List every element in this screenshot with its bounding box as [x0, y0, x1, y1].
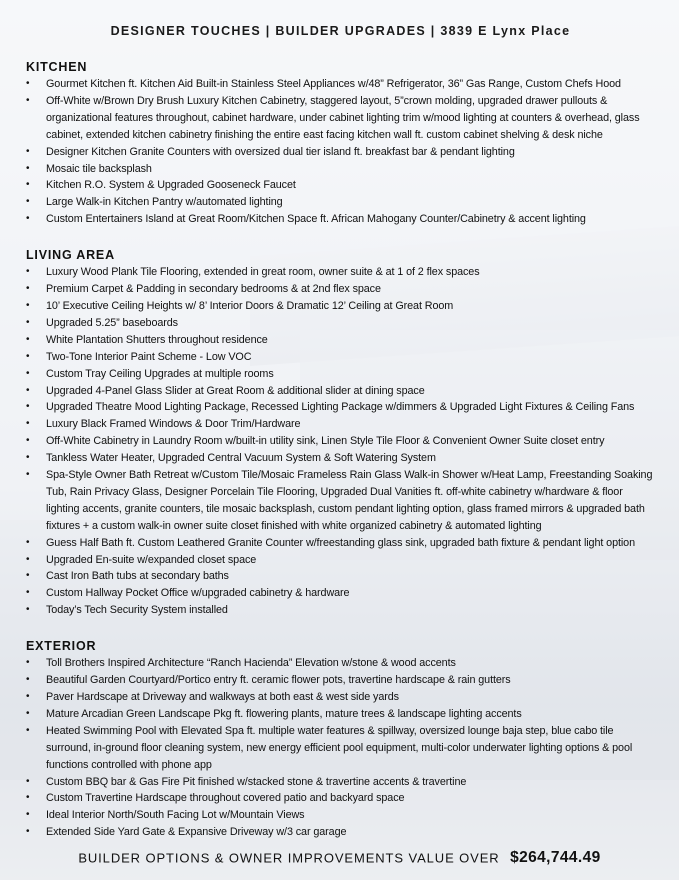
list-item: • Off-White Cabinetry in Laundry Room w/built-in utility sink, Linen Style Tile Floor & Convenient Owner Suite closet entry: [26, 433, 655, 450]
list-item: • Paver Hardscape at Driveway and walkways at both east & west side yards: [26, 689, 655, 706]
section-exterior: [26, 639, 655, 841]
list-item: • Mosaic tile backsplash: [26, 161, 655, 178]
value-label: BUILDER OPTIONS & OWNER IMPROVEMENTS VALUE OVER: [78, 850, 500, 866]
list-item: • Custom Hallway Pocket Office w/upgraded cabinetry & hardware: [26, 585, 655, 602]
list-item: • 10’ Executive Ceiling Heights w/ 8’ Interior Doors & Dramatic 12’ Ceiling at Great Room: [26, 298, 655, 315]
section-heading: LIVING AREA: [26, 248, 115, 263]
section-heading: KITCHEN: [26, 60, 88, 74]
list-item: • Ideal Interior North/South Facing Lot w/Mountain Views: [26, 807, 655, 824]
list-item: • Upgraded En-suite w/expanded closet space: [26, 552, 655, 569]
list-item: • Extended Side Yard Gate & Expansive Driveway w/3 car garage: [26, 824, 655, 841]
list-item: • Designer Kitchen Granite Counters with oversized dual tier island ft. breakfast bar & pendant lighting: [26, 144, 655, 161]
list-item: • Toll Brothers Inspired Architecture “Ranch Hacienda” Elevation w/stone & wood accents: [26, 655, 655, 672]
list-item: • Kitchen R.O. System & Upgraded Gooseneck Faucet: [26, 177, 655, 194]
list-item: • Two-Tone Interior Paint Scheme - Low VOC: [26, 349, 655, 366]
list-item: • White Plantation Shutters throughout residence: [26, 332, 655, 349]
list-item: • Luxury Black Framed Windows & Door Trim/Hardware: [26, 416, 655, 433]
section-living-area: [26, 248, 655, 619]
list-item: • Premium Carpet & Padding in secondary bedrooms & at 2nd flex space: [26, 281, 655, 298]
list-item: • Upgraded 5.25” baseboards: [26, 315, 655, 332]
list-item: • Upgraded 4-Panel Glass Slider at Great Room & additional slider at dining space: [26, 383, 655, 400]
list-item: • Tankless Water Heater, Upgraded Central Vacuum System & Soft Watering System: [26, 450, 655, 467]
feature-list: [26, 655, 655, 841]
list-item: • Luxury Wood Plank Tile Flooring, extended in great room, owner suite & at 1 of 2 flex spaces: [26, 264, 655, 281]
section-heading: EXTERIOR: [26, 639, 97, 654]
feature-list: [26, 76, 655, 228]
list-item: • Custom Travertine Hardscape throughout covered patio and backyard space: [26, 790, 655, 807]
list-item: • Guess Half Bath ft. Custom Leathered Granite Counter w/freestanding glass sink, upgraded bath fixture & pendant light option: [26, 535, 655, 552]
list-item: • Cast Iron Bath tubs at secondary baths: [26, 568, 655, 585]
list-item: • Beautiful Garden Courtyard/Portico entry ft. ceramic flower pots, travertine hardscape & rain gutters: [26, 672, 655, 689]
feature-sections: [26, 60, 655, 841]
page-title: DESIGNER TOUCHES | BUILDER UPGRADES | 3839 E Lynx Place: [110, 24, 571, 38]
list-item: • Today’s Tech Security System installed: [26, 602, 655, 619]
list-item: • Custom Tray Ceiling Upgrades at multiple rooms: [26, 366, 655, 383]
list-item: • Custom BBQ bar & Gas Fire Pit finished w/stacked stone & travertine accents & travertine: [26, 774, 655, 791]
list-item: • Off-White w/Brown Dry Brush Luxury Kitchen Cabinetry, staggered layout, 5”crown molding, upgraded drawer pullouts & organizational features throughout, cabinet hardware, under cabinet lighting trim w/mood lighting at counters & overhead, glass cabinet, extended kitchen cabinetry finishing the entire east facing kitchen wall ft. custom cabinet shelving & desk niche: [26, 93, 655, 144]
value-amount: $264,744.49: [510, 849, 601, 866]
feature-list: [26, 264, 655, 619]
list-item: • Large Walk-in Kitchen Pantry w/automated lighting: [26, 194, 655, 211]
list-item: • Gourmet Kitchen ft. Kitchen Aid Built-in Stainless Steel Appliances w/48” Refrigerator, 36” Gas Range, Custom Chefs Hood: [26, 76, 655, 93]
list-item: • Spa-Style Owner Bath Retreat w/Custom Tile/Mosaic Frameless Rain Glass Walk-in Shower w/Heat Lamp, Freestanding Soaking Tub, Rain Privacy Glass, Designer Porcelain Tile Flooring, Upgraded Dual Vanities ft. off-white cabinetry w/hardware & floor lighting accents, granite counters, tile mosaic backsplash, custom pendant lighting option, glass framed mirrors & upgraded bath fixtures + a custom walk-in owner suite closet finished with white organized cabinetry & automated lighting: [26, 467, 655, 535]
value-footer: [0, 849, 679, 867]
list-item: • Custom Entertainers Island at Great Room/Kitchen Space ft. African Mahogany Counter/Cabinetry & accent lighting: [26, 211, 655, 228]
list-item: • Mature Arcadian Green Landscape Pkg ft. flowering plants, mature trees & landscape lighting accents: [26, 706, 655, 723]
list-item: • Heated Swimming Pool with Elevated Spa ft. multiple water features & spillway, oversized lounge baja step, blue cabo tile surround, in-ground floor cleaning system, new energy efficient pool equipment, multi-color underwater lighting options & pool functions controlled with phone app: [26, 723, 655, 774]
section-kitchen: [26, 60, 655, 228]
list-item: • Upgraded Theatre Mood Lighting Package, Recessed Lighting Package w/dimmers & Upgraded Light Fixtures & Ceiling Fans: [26, 399, 655, 416]
